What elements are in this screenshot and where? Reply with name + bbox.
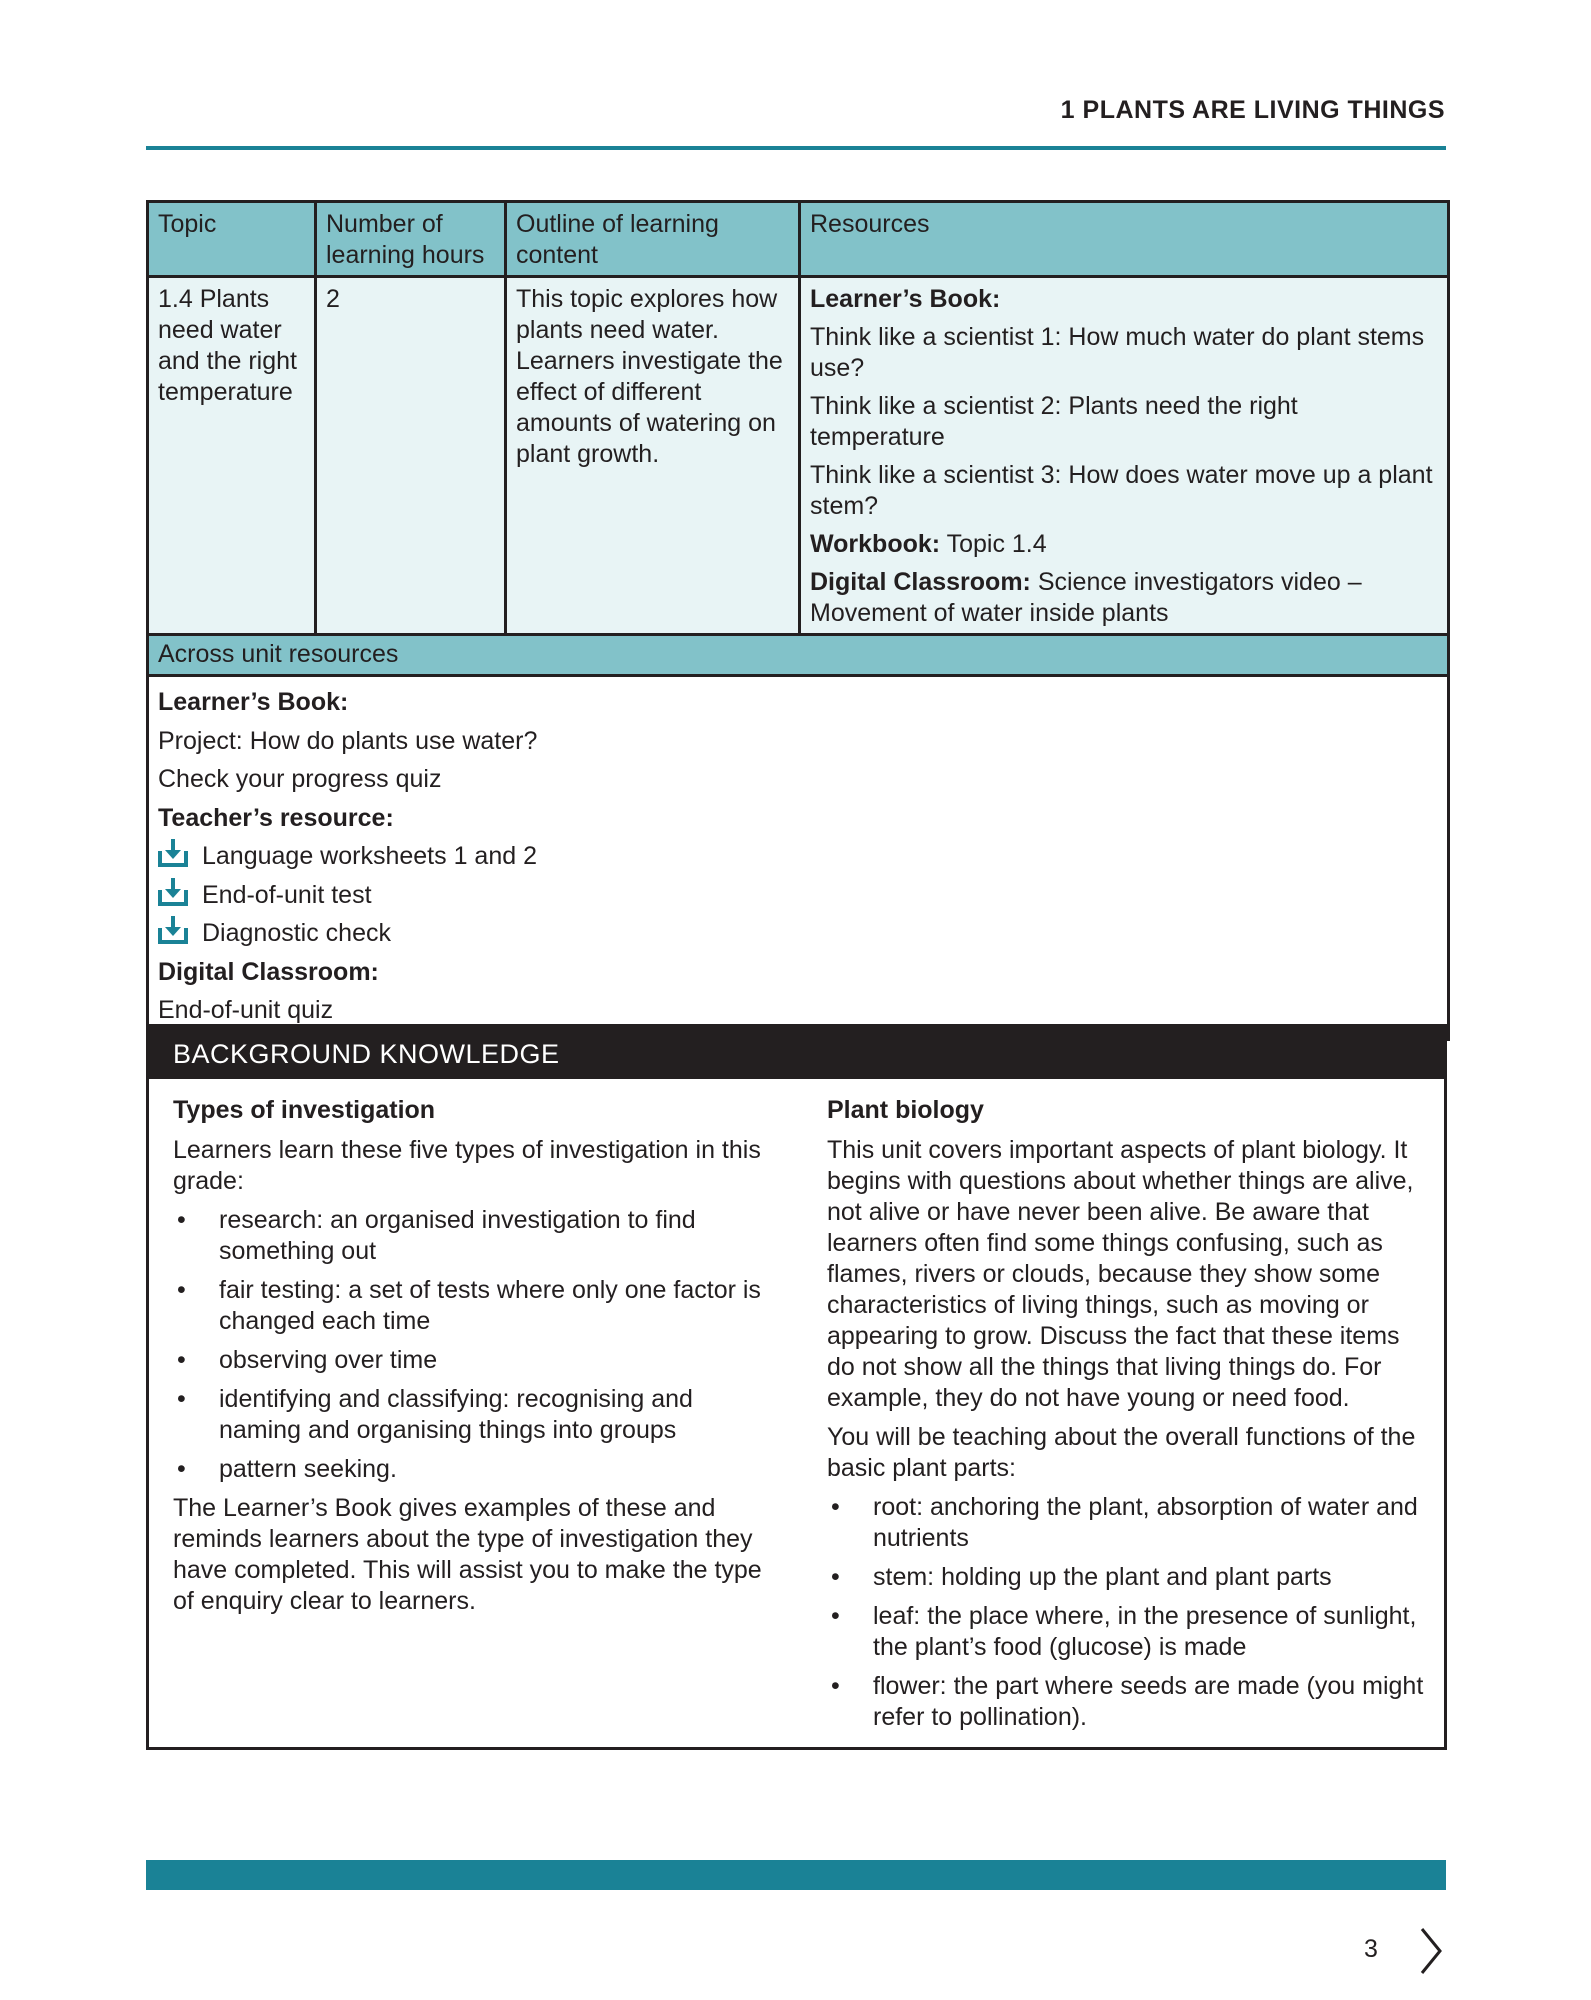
download-icon bbox=[156, 915, 190, 945]
download-icon bbox=[156, 877, 190, 907]
chapter-title: 1 PLANTS ARE LIVING THINGS bbox=[1060, 96, 1445, 124]
download-item-label: Language worksheets 1 and 2 bbox=[202, 842, 537, 870]
resource-item: Think like a scientist 3: How does water move up a plant stem? bbox=[810, 461, 1433, 520]
across-unit-header-row bbox=[148, 635, 1449, 676]
table-row bbox=[148, 277, 1449, 635]
plant-biology-paragraph-1: This unit covers important aspects of plant biology. It begins with questions about whether things are alive, not alive or have never been alive. Be aware that learners often find some things confusing, such as flames, rivers or clouds, because they show some characteristics of living things, such as moving or appearing to grow. Discuss the fact that these items do not show all the things that living things do. For example, they do not have young or need food. bbox=[827, 1136, 1414, 1412]
types-intro: Learners learn these five types of investigation in this grade: bbox=[173, 1136, 761, 1195]
page-number: 3 bbox=[1364, 1935, 1378, 1963]
download-item[interactable] bbox=[158, 837, 1438, 876]
digital-classroom-value: Science investigators video – Movement of water inside plants bbox=[810, 568, 1362, 627]
across-digital-classroom-label: Digital Classroom: bbox=[158, 957, 379, 986]
list-item: End-of-unit quiz bbox=[158, 996, 334, 1024]
across-unit-title: Across unit resources bbox=[148, 635, 1449, 676]
column-header-topic: Topic bbox=[148, 202, 316, 277]
list-item: • identifying and classifying: recognising and naming and organising things into groups bbox=[173, 1384, 773, 1446]
column-header-resources: Resources bbox=[800, 202, 1449, 277]
across-unit-body-row bbox=[148, 676, 1449, 1040]
chevron-right-icon[interactable] bbox=[1418, 1926, 1444, 1976]
workbook-value: Topic 1.4 bbox=[940, 530, 1047, 558]
list-item: • fair testing: a set of tests where only one factor is changed each time bbox=[173, 1275, 773, 1337]
list-item: • flower: the part where seeds are made (you might refer to pollination). bbox=[827, 1671, 1427, 1733]
background-knowledge-title: BACKGROUND KNOWLEDGE bbox=[149, 1027, 1444, 1079]
header-rule bbox=[146, 146, 1446, 150]
download-item-label: Diagnostic check bbox=[202, 919, 391, 947]
topic-table bbox=[146, 200, 1450, 1041]
list-item: • pattern seeking. bbox=[173, 1454, 773, 1485]
workbook-line bbox=[810, 529, 1438, 560]
column-header-hours: Number of learning hours bbox=[316, 202, 506, 277]
list-item: • leaf: the place where, in the presence of sunlight, the plant’s food (glucose) is made bbox=[827, 1601, 1427, 1663]
list-item: • observing over time bbox=[173, 1345, 773, 1376]
background-knowledge-box bbox=[146, 1024, 1447, 1750]
digital-classroom-label: Digital Classroom: bbox=[810, 568, 1031, 596]
workbook-label: Workbook: bbox=[810, 530, 941, 558]
table-header-row bbox=[148, 202, 1449, 277]
download-item-label: End-of-unit test bbox=[202, 880, 372, 909]
learners-book-label: Learner’s Book: bbox=[810, 285, 1001, 313]
list-item: • root: anchoring the plant, absorption of water and nutrients bbox=[827, 1492, 1427, 1554]
list-item: • stem: holding up the plant and plant parts bbox=[827, 1562, 1427, 1593]
column-header-outline: Outline of learning content bbox=[506, 202, 800, 277]
plant-parts-list bbox=[827, 1492, 1427, 1733]
teachers-resource-label: Teacher’s resource: bbox=[158, 803, 394, 832]
types-outro: The Learner’s Book gives examples of these and reminds learners about the type of investigation they have completed. This will assist you to make the type of enquiry clear to learners. bbox=[173, 1494, 762, 1615]
plant-biology-paragraph-2: You will be teaching about the overall functions of the basic plant parts: bbox=[827, 1423, 1416, 1482]
plant-biology-heading: Plant biology bbox=[827, 1096, 984, 1124]
download-item[interactable] bbox=[158, 876, 1438, 915]
list-item: • research: an organised investigation to find something out bbox=[173, 1205, 773, 1267]
types-of-investigation-column bbox=[173, 1095, 773, 1625]
cell-resources bbox=[800, 277, 1449, 635]
download-item[interactable] bbox=[158, 914, 1438, 953]
plant-biology-column bbox=[827, 1095, 1427, 1741]
digital-classroom-line bbox=[810, 567, 1438, 629]
types-of-investigation-heading: Types of investigation bbox=[173, 1096, 436, 1124]
across-learners-book-label: Learner’s Book: bbox=[158, 688, 349, 716]
across-unit-resources bbox=[148, 676, 1449, 1040]
resource-item: Think like a scientist 2: Plants need the right temperature bbox=[810, 392, 1298, 451]
cell-outline: This topic explores how plants need water. Learners investigate the effect of different amounts of watering on plant growth. bbox=[506, 277, 800, 635]
download-icon bbox=[156, 838, 190, 868]
list-item: Check your progress quiz bbox=[158, 765, 442, 793]
resource-item: Think like a scientist 1: How much water do plant stems use? bbox=[810, 323, 1425, 382]
cell-hours: 2 bbox=[316, 277, 506, 635]
investigation-types-list bbox=[173, 1205, 773, 1485]
footer-bar bbox=[146, 1860, 1446, 1890]
cell-topic: 1.4 Plants need water and the right temperature bbox=[148, 277, 316, 635]
list-item: Project: How do plants use water? bbox=[158, 726, 538, 755]
